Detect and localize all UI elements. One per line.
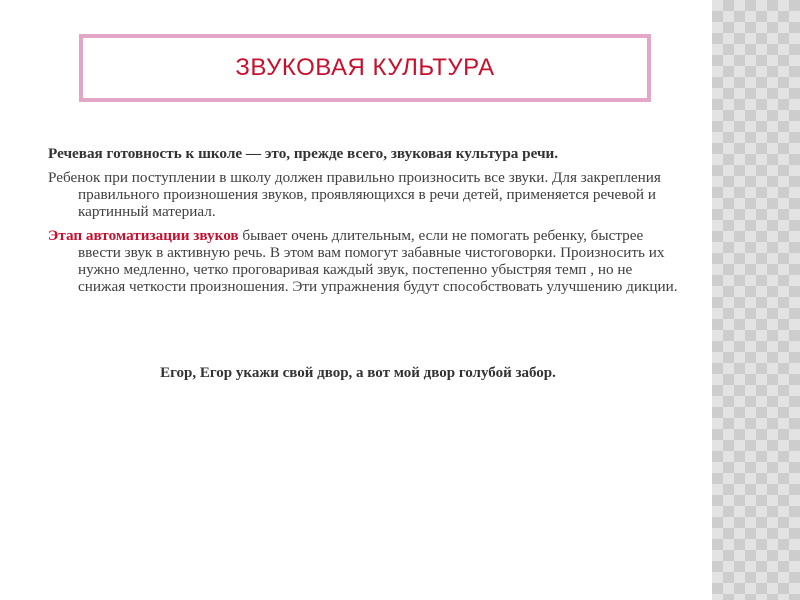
slide-title: ЗВУКОВАЯ КУЛЬТУРА: [235, 54, 495, 81]
paragraph-1: Ребенок при поступлении в школу должен правильно произносить все звуки. Для закрепления правильного произношения звуков, проявляющихся в речи детей, применяется речевой и картинный материал.: [48, 169, 661, 220]
slide-body: [48, 145, 678, 302]
highlight-phrase: Этап автоматизации звуков: [48, 227, 239, 244]
decorative-pattern-strip: [712, 0, 800, 600]
lead-paragraph: Речевая готовность к школе — это, прежде всего, звуковая культура речи.: [48, 145, 559, 162]
tongue-twister: Егор, Егор укажи свой двор, а вот мой двор голубой забор.: [160, 365, 556, 381]
title-frame: [79, 34, 651, 102]
paragraph-2-text: бывает очень длительным, если не помогать ребенку, быстрее ввести звук в активную речь. В этом вам помогут забавные чистоговорки. Произносить их нужно медленно, четко проговаривая каждый звук, постепенно убыстряя темп , но не снижая четкости произношения. Эти упражнения будут способствовать улучшению дикции.: [78, 227, 678, 295]
paragraph-2: [48, 227, 678, 295]
